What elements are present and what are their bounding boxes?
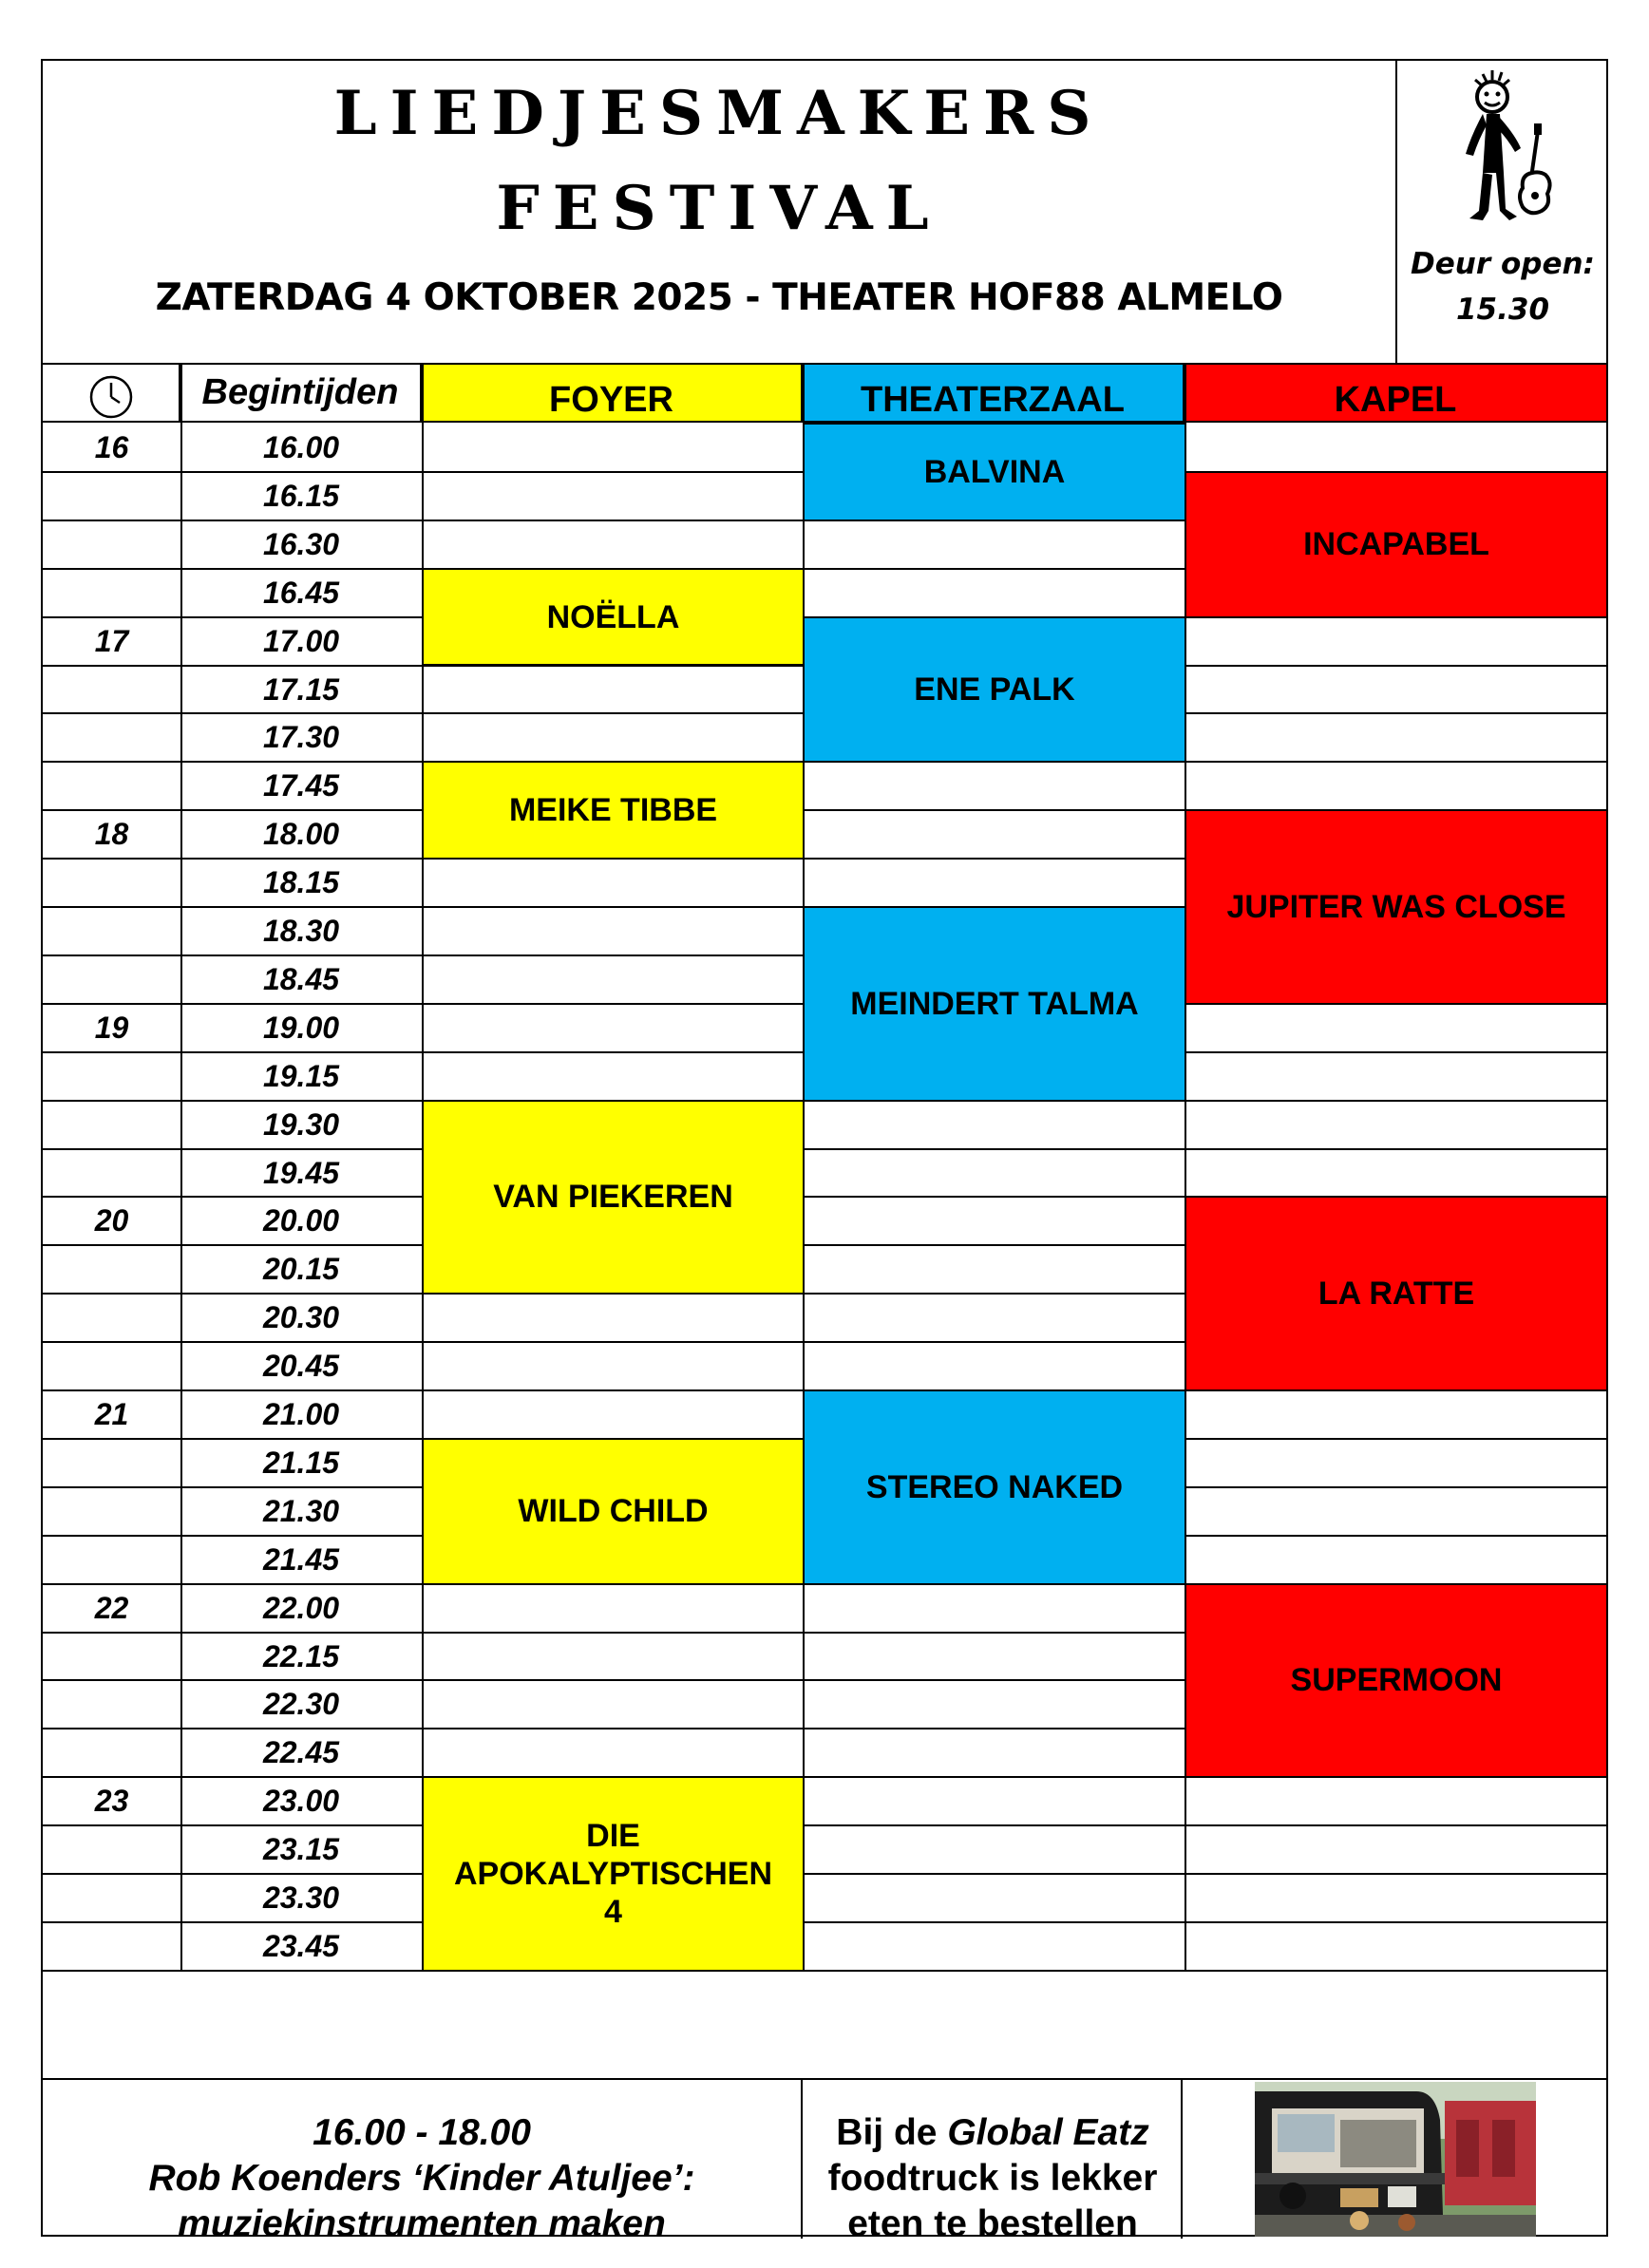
- performance-name: MEINDERT TALMA: [850, 985, 1139, 1022]
- start-time-label: 16.30: [262, 526, 340, 561]
- footer-photo-cell: [1185, 2080, 1606, 2239]
- start-time-label: 17.30: [262, 720, 340, 755]
- row-divider: [43, 1148, 1606, 1150]
- performance-stereo-naked: [803, 1389, 1186, 1585]
- footer: [43, 2078, 1606, 2244]
- performance-incapabel: [1185, 471, 1608, 618]
- performance-name: STEREO NAKED: [865, 1468, 1124, 1505]
- performance-wild-child: [422, 1438, 805, 1585]
- performance-supermoon: [1185, 1583, 1608, 1779]
- start-time-label: 20.15: [262, 1252, 340, 1287]
- hour-label: 20: [94, 1203, 129, 1238]
- row-divider: [43, 1921, 1606, 1923]
- footer-workshop-title: Rob Koenders ‘Kinder Atuljee’:: [148, 2158, 695, 2199]
- hour-label: 18: [94, 817, 129, 852]
- start-time-label: 20.30: [262, 1300, 340, 1335]
- hour-label: 17: [94, 623, 129, 658]
- column-header-begintijden: Begintijden: [180, 365, 422, 423]
- performance-meike-tibbe: [422, 761, 805, 860]
- footer-foodtruck-brand: Global Eatz: [947, 2112, 1149, 2153]
- performance-name: INCAPABEL: [1303, 526, 1489, 563]
- start-time-label: 22.00: [262, 1590, 340, 1625]
- start-time-label: 19.30: [262, 1106, 340, 1142]
- footer-kinder-atuljee: [43, 2080, 803, 2244]
- performance-ene-palk: [803, 616, 1186, 764]
- footer-foodtruck-prefix: Bij de: [836, 2112, 948, 2153]
- title-line-2: FESTIVAL: [496, 173, 942, 244]
- start-time-label: 22.45: [262, 1735, 340, 1770]
- start-time-label: 23.00: [262, 1784, 340, 1819]
- clock-icon: [88, 374, 134, 420]
- start-time-label: 21.45: [262, 1541, 340, 1577]
- start-time-label: 20.00: [262, 1203, 340, 1238]
- row-divider: [43, 1970, 1606, 1972]
- row-divider: [43, 1873, 1606, 1875]
- hour-label: 22: [94, 1590, 129, 1625]
- title-line-1: LIEDJESMAKERS: [333, 78, 1105, 149]
- performance-name: LA RATTE: [1317, 1276, 1475, 1313]
- start-time-label: 18.00: [262, 817, 340, 852]
- footer-foodtruck-line-3: eten te bestellen: [847, 2203, 1138, 2244]
- start-time-label: 23.30: [262, 1881, 340, 1915]
- subtitle: ZATERDAG 4 OKTOBER 2025 - THEATER HOF88 ALMELO: [155, 276, 1283, 319]
- hour-label: 16: [94, 430, 129, 464]
- performance-name: SUPERMOON: [1290, 1662, 1503, 1699]
- row-divider: [43, 1824, 1606, 1826]
- start-time-label: 16.15: [262, 478, 340, 513]
- performance-name: WILD CHILD: [518, 1493, 709, 1530]
- start-time-label: 17.15: [262, 671, 340, 707]
- start-time-label: 16.00: [262, 430, 340, 464]
- performance-die-apokalyptischen-4: [422, 1776, 805, 1972]
- column-header-clock: [43, 365, 180, 423]
- hour-label: 21: [94, 1397, 129, 1431]
- column-divider: [180, 365, 182, 1970]
- performance-van-piekeren: [422, 1100, 805, 1295]
- start-time-label: 21.00: [262, 1397, 340, 1431]
- column-header-foyer: FOYER: [422, 365, 803, 423]
- performance-name: JUPITER WAS CLOSE: [1226, 888, 1566, 925]
- start-time-label: 22.30: [262, 1687, 340, 1722]
- performance-name: NOËLLA: [546, 598, 680, 635]
- performance-jupiter-was-close: [1185, 809, 1608, 1005]
- start-time-label: 16.45: [262, 575, 340, 610]
- header: [43, 61, 1610, 363]
- column-header-theaterzaal: THEATERZAAL: [803, 365, 1185, 423]
- performance-name: ENE PALK: [914, 671, 1075, 708]
- hour-label: 19: [94, 1010, 129, 1045]
- start-time-label: 19.00: [262, 1010, 340, 1045]
- column-header-kapel: KAPEL: [1185, 365, 1606, 423]
- performance-no-lla: [422, 568, 805, 667]
- start-time-label: 18.15: [262, 865, 340, 900]
- start-time-label: 23.15: [262, 1832, 340, 1867]
- foodtruck-photo: [1255, 2082, 1536, 2237]
- footer-workshop-description: muziekinstrumenten maken: [178, 2203, 666, 2244]
- start-time-label: 19.45: [262, 1155, 340, 1190]
- footer-foodtruck-line-1: [805, 2110, 1181, 2156]
- guitar-stickman-icon: [1454, 68, 1559, 230]
- start-time-label: 17.00: [262, 623, 340, 658]
- performance-name: MEIKE TIBBE: [508, 792, 718, 829]
- start-time-label: 22.15: [262, 1638, 340, 1673]
- festival-schedule-page: [41, 59, 1608, 2244]
- performance-name: DIE APOKALYPTISCHEN 4: [453, 1817, 773, 1930]
- footer-foodtruck-info: [805, 2080, 1183, 2244]
- start-time-label: 19.15: [262, 1058, 340, 1093]
- start-time-label: 17.45: [262, 768, 340, 803]
- footer-workshop-time: 16.00 - 18.00: [313, 2112, 531, 2153]
- hour-label: 23: [94, 1784, 129, 1819]
- performance-name: BALVINA: [923, 453, 1066, 490]
- performance-balvina: [803, 423, 1186, 521]
- start-time-label: 20.45: [262, 1349, 340, 1384]
- door-open-time: 15.30: [1455, 293, 1550, 327]
- start-time-label: 18.30: [262, 914, 340, 948]
- performance-meindert-talma: [803, 906, 1186, 1102]
- start-time-label: 21.30: [262, 1493, 340, 1528]
- logo-cell: [1395, 61, 1608, 363]
- start-time-label: 21.15: [262, 1445, 340, 1480]
- schedule-grid: [43, 363, 1606, 2080]
- title-block: [43, 61, 1395, 363]
- footer-foodtruck-line-2: foodtruck is lekker: [827, 2158, 1158, 2199]
- door-open-label: Deur open:: [1411, 247, 1595, 281]
- start-time-label: 23.45: [262, 1928, 340, 1963]
- performance-name: VAN PIEKEREN: [493, 1179, 733, 1216]
- start-time-label: 18.45: [262, 961, 340, 996]
- performance-la-ratte: [1185, 1196, 1608, 1391]
